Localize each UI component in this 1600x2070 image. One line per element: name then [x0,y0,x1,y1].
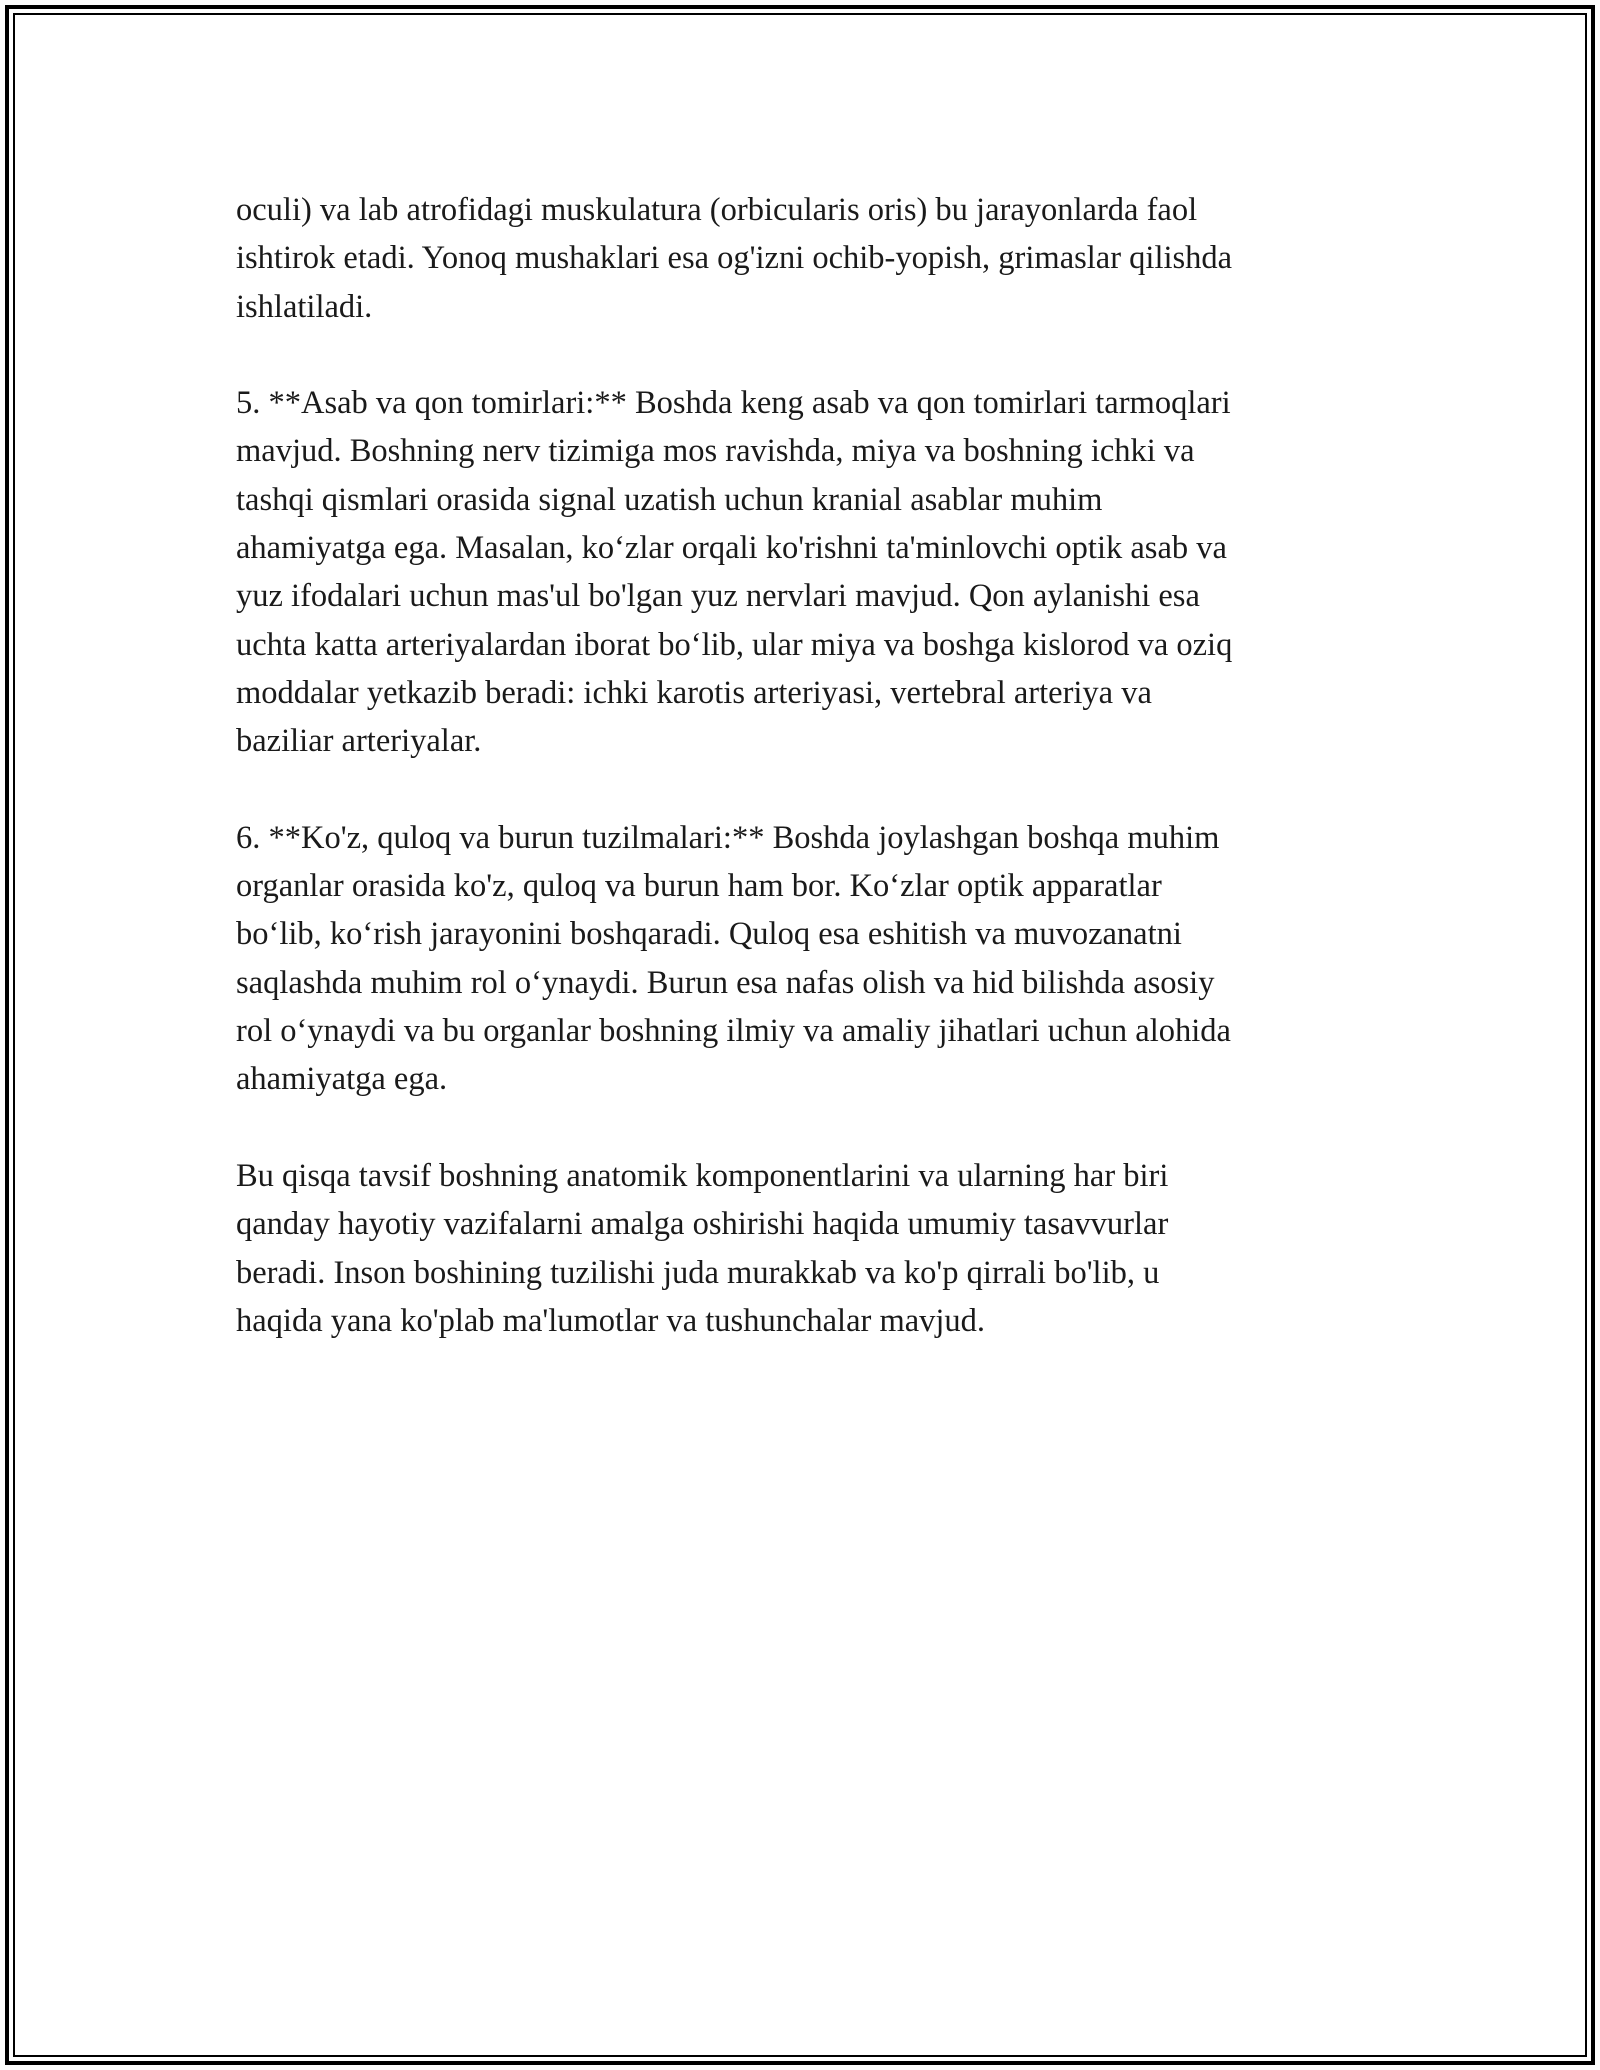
paragraph-muscles-continued: oculi) va lab atrofidagi muskulatura (orbicularis oris) bu jarayonlarda faol ishtirok etadi. Yonoq mushaklari esa og'izni ochib-yopish, grimaslar qilishda ishlatiladi. [236,192,1233,325]
document-body [236,186,1386,1393]
paragraph-nerves-and-vessels: 5. **Asab va qon tomirlari:** Boshda keng asab va qon tomirlari tarmoqlari mavjud. Boshning nerv tizimiga mos ravishda, miya va boshning ichki va tashqi qismlari orasida signal uzatish uchun kranial asablar muhim ahamiyatga ega. Masalan, ko‘zlar orqali ko'rishni ta'minlovchi optik asab va yuz ifodalari uchun mas'ul bo'lgan yuz nervlari mavjud. Qon aylanishi esa uchta katta arteriyalardan iborat bo‘lib, ular miya va boshga kislorod va oziq moddalar yetkazib beradi: ichki karotis arteriyasi, vertebral arteriya va baziliar arteriyalar. [236,385,1233,760]
paragraph-eye-ear-nose: 6. **Ko'z, quloq va burun tuzilmalari:** Boshda joylashgan boshqa muhim organlar orasida ko'z, quloq va burun ham bor. Ko‘zlar optik apparatlar bo‘lib, ko‘rish jarayonini boshqaradi. Quloq esa eshitish va muvozanatni saqlashda muhim rol o‘ynaydi. Burun esa nafas olish va hid bilishda asosiy rol o‘ynaydi va bu organlar boshning ilmiy va amaliy jihatlari uchun alohida ahamiyatga ega. [236,819,1231,1098]
paragraph-conclusion: Bu qisqa tavsif boshning anatomik komponentlarini va ularning har biri qanday hayotiy vazifalarni amalga oshirishi haqida umumiy tasavvurlar beradi. Inson boshining tuzilishi juda murakkab va ko'p qirrali bo'lib, u haqida yana ko'plab ma'lumotlar va tushunchalar mavjud. [236,1157,1169,1339]
